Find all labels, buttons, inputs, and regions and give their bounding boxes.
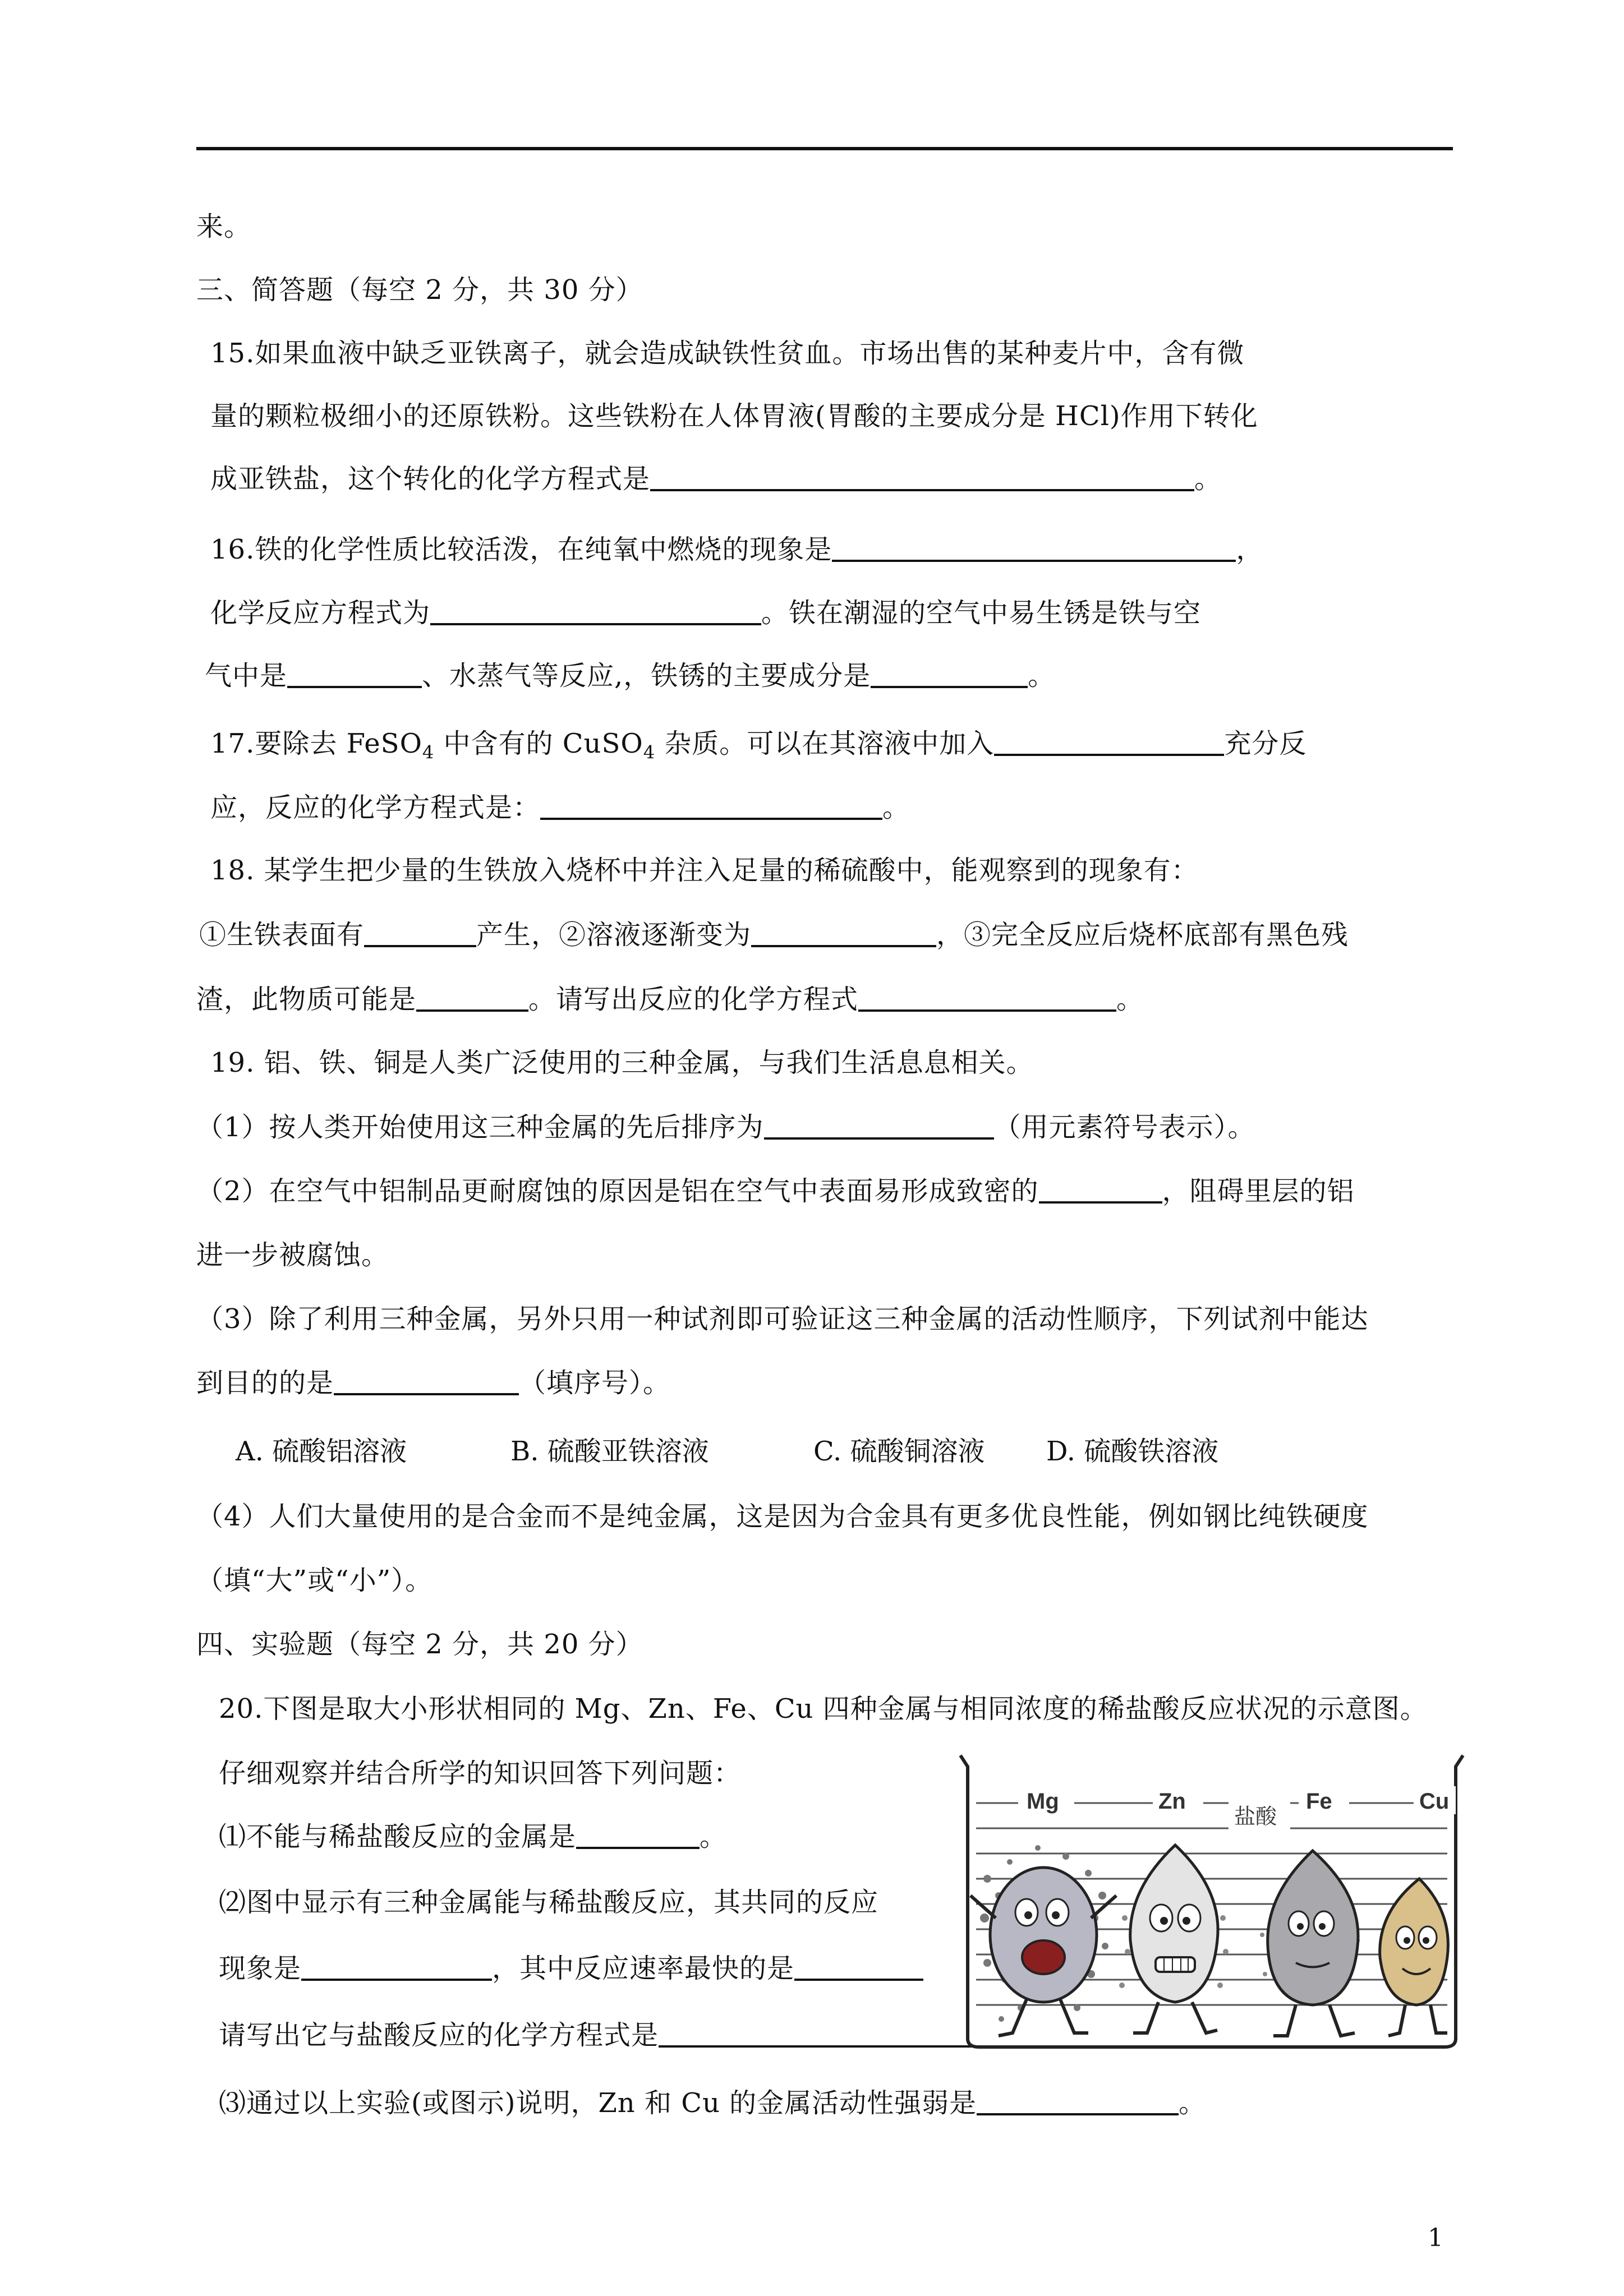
q19-part3: （3）除了利用三种金属，另外只用一种试剂即可验证这三种金属的活动性顺序，下列试剂中能达	[196, 1303, 1369, 1335]
header-rule	[196, 147, 1453, 150]
q20-sub2: ⑵图中显示有三种金属能与稀盐酸反应，其共同的反应	[219, 1887, 879, 1918]
q15-answer-blank[interactable]	[650, 461, 1194, 491]
q18-line1: 18. 某学生把少量的生铁放入烧杯中并注入足量的稀硫酸中，能观察到的现象有：	[210, 855, 1199, 886]
q19-part2: （2）在空气中铝制品更耐腐蚀的原因是铝在空气中表面易形成致密的 ，阻碍里层的铝	[196, 1173, 1355, 1209]
q20-blank-fastest[interactable]	[794, 1951, 923, 1981]
q16-blank-equation[interactable]	[430, 595, 761, 625]
q18-blank-equation[interactable]	[858, 981, 1116, 1012]
q15-line3: 成亚铁盐，这个转化的化学方程式是 。	[210, 461, 1222, 497]
q19-line1: 19. 铝、铁、铜是人类广泛使用的三种金属，与我们生活息息相关。	[210, 1047, 1034, 1078]
q16-line1: 16.铁的化学性质比较活泼，在纯氧中燃烧的现象是 ，	[210, 532, 1263, 568]
q16-blank-reactant[interactable]	[287, 658, 422, 688]
q19-option-a: A. 硫酸铝溶液	[236, 1436, 407, 1467]
q19-blank-film[interactable]	[1039, 1173, 1162, 1204]
q20-sub2-equation: 请写出它与盐酸反应的化学方程式是	[219, 2017, 1039, 2053]
q20-sub2-cont: 现象是 ，其中反应速率最快的是	[219, 1951, 923, 1986]
q19-option-b: B. 硫酸亚铁溶液	[510, 1436, 709, 1467]
q19-option-c: C. 硫酸铜溶液	[813, 1436, 985, 1467]
q17-blank-reagent[interactable]	[994, 726, 1224, 756]
q20-blank-phenomenon[interactable]	[301, 1951, 492, 1981]
q18-blank-residue[interactable]	[416, 981, 528, 1012]
q15-line2: 量的颗粒极细小的还原铁粉。这些铁粉在人体胃液(胃酸的主要成分是 HCl)作用下转化	[210, 400, 1258, 432]
q16-blank-phenomenon[interactable]	[832, 532, 1236, 562]
label-zn: Zn	[1158, 1789, 1186, 1814]
q19-part4-cont: （填“大”或“小”）。	[196, 1565, 433, 1596]
section3-title: 三、简答题（每空 2 分，共 30 分）	[196, 274, 643, 306]
q19-part2-cont: 进一步被腐蚀。	[196, 1239, 389, 1271]
q18-line3: 渣，此物质可能是 。请写出反应的化学方程式 。	[196, 981, 1144, 1017]
q19-part4: （4）人们大量使用的是合金而不是纯金属，这是因为合金具有更多优良性能，例如钢比纯铁硬度	[196, 1501, 1369, 1532]
label-mg: Mg	[1027, 1789, 1059, 1814]
q20-sub1: ⑴不能与稀盐酸反应的金属是 。	[219, 1819, 727, 1855]
continuation-text: 来。	[196, 211, 252, 242]
label-cu: Cu	[1419, 1789, 1450, 1814]
q20-blank-activity[interactable]	[977, 2085, 1179, 2115]
q15-line1: 15.如果血液中缺乏亚铁离子，就会造成缺铁性贫血。市场出售的某种麦片中，含有微	[210, 338, 1245, 369]
q18-blank-gas[interactable]	[364, 917, 476, 947]
label-acid: 盐酸	[1234, 1804, 1277, 1829]
label-fe: Fe	[1306, 1789, 1332, 1814]
q17-line1: 17.要除去 FeSO$_4$ 中含有的 CuSO$_4$ 杂质。可以在其溶液中加入 充分反	[210, 726, 1306, 771]
beaker-figure	[954, 1750, 1470, 2053]
section4-title: 四、实验题（每空 2 分，共 20 分）	[196, 1629, 643, 1660]
q17-line2: 应，反应的化学方程式是： 。	[210, 790, 910, 826]
q16-line2: 化学反应方程式为 。铁在潮湿的空气中易生锈是铁与空	[210, 595, 1201, 631]
q20-line1: 20.下图是取大小形状相同的 Mg、Zn、Fe、Cu 四种金属与相同浓度的稀盐酸反应状况的示意图。	[219, 1693, 1428, 1725]
q19-blank-order[interactable]	[764, 1109, 994, 1140]
page-number: 1	[1428, 2224, 1443, 2252]
q16-line3: 气中是 、水蒸气等反应,，铁锈的主要成分是 。	[205, 658, 1055, 694]
q18-blank-color[interactable]	[751, 917, 936, 947]
q19-blank-reagent[interactable]	[334, 1365, 519, 1395]
q19-part3-cont: 到目的的是 （填序号）。	[196, 1365, 670, 1401]
q18-line2: ①生铁表面有 产生，②溶液逐渐变为 ，③完全反应后烧杯底部有黑色残	[199, 917, 1349, 953]
q20-blank-nonreactive[interactable]	[576, 1819, 700, 1849]
q20-sub3: ⑶通过以上实验(或图示)说明，Zn 和 Cu 的金属活动性强弱是 。	[219, 2085, 1206, 2121]
q17-blank-equation[interactable]	[540, 790, 882, 820]
q19-part1: （1）按人类开始使用这三种金属的先后排序为 （用元素符号表示）。	[196, 1109, 1255, 1145]
q16-blank-rust[interactable]	[871, 658, 1028, 688]
q19-option-d: D. 硫酸铁溶液	[1046, 1436, 1219, 1467]
q20-line2: 仔细观察并结合所学的知识回答下列问题：	[219, 1758, 742, 1789]
